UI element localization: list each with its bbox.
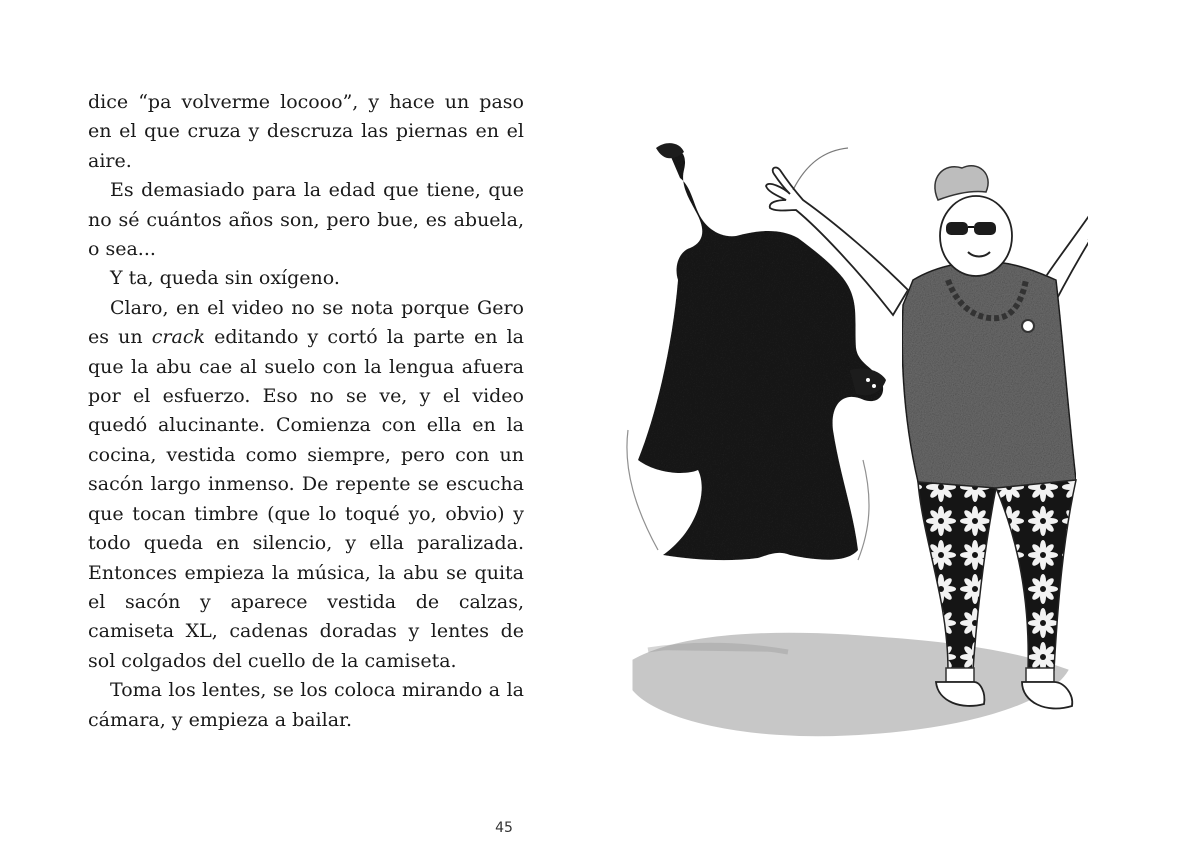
paragraph-2: Es demasiado para la edad que tiene, que no sé cuántos años son, pero bue, es abuela, o sea... (88, 179, 524, 261)
grandma-dancing-illustration (618, 130, 1088, 750)
paragraph-4 (88, 294, 524, 676)
face (940, 196, 1012, 276)
paragraph-4-italic: crack (151, 326, 205, 349)
paragraph-5: Toma los lentes, se los coloca mirando a la cámara, y empieza a bailar. (88, 679, 524, 731)
flying-coat (627, 143, 886, 560)
page-number: 45 (495, 820, 513, 836)
paragraph-3: Y ta, queda sin oxígeno. (110, 267, 340, 290)
floor-shadow (633, 633, 1068, 736)
paragraph-4-after: editando y cortó la parte en la que la abu cae al suelo con la lengua afuera por el esfuerzo. Eso no se ve, y el video quedó alucinante. Comienza con ella en la cocina, vestida como siempre, pero con un sacón largo inmenso. De repente se escucha que tocan timbre (que lo toqué yo, obvio) y todo queda en silencio, y ella paralizada. Entonces empieza la música, la abu se quita el sacón y aparece vestida de calzas, camiseta XL, cadenas doradas y lentes de sol colgados del cuello de la camiseta. (88, 326, 524, 672)
body-text (88, 88, 524, 735)
paragraph-4-before: Claro, en el video no se nota porque Gero es un (88, 296, 524, 349)
paragraph-1: dice “pa volverme locooo”, y hace un paso en el que cruza y descruza las piernas en el aire. (88, 91, 524, 172)
